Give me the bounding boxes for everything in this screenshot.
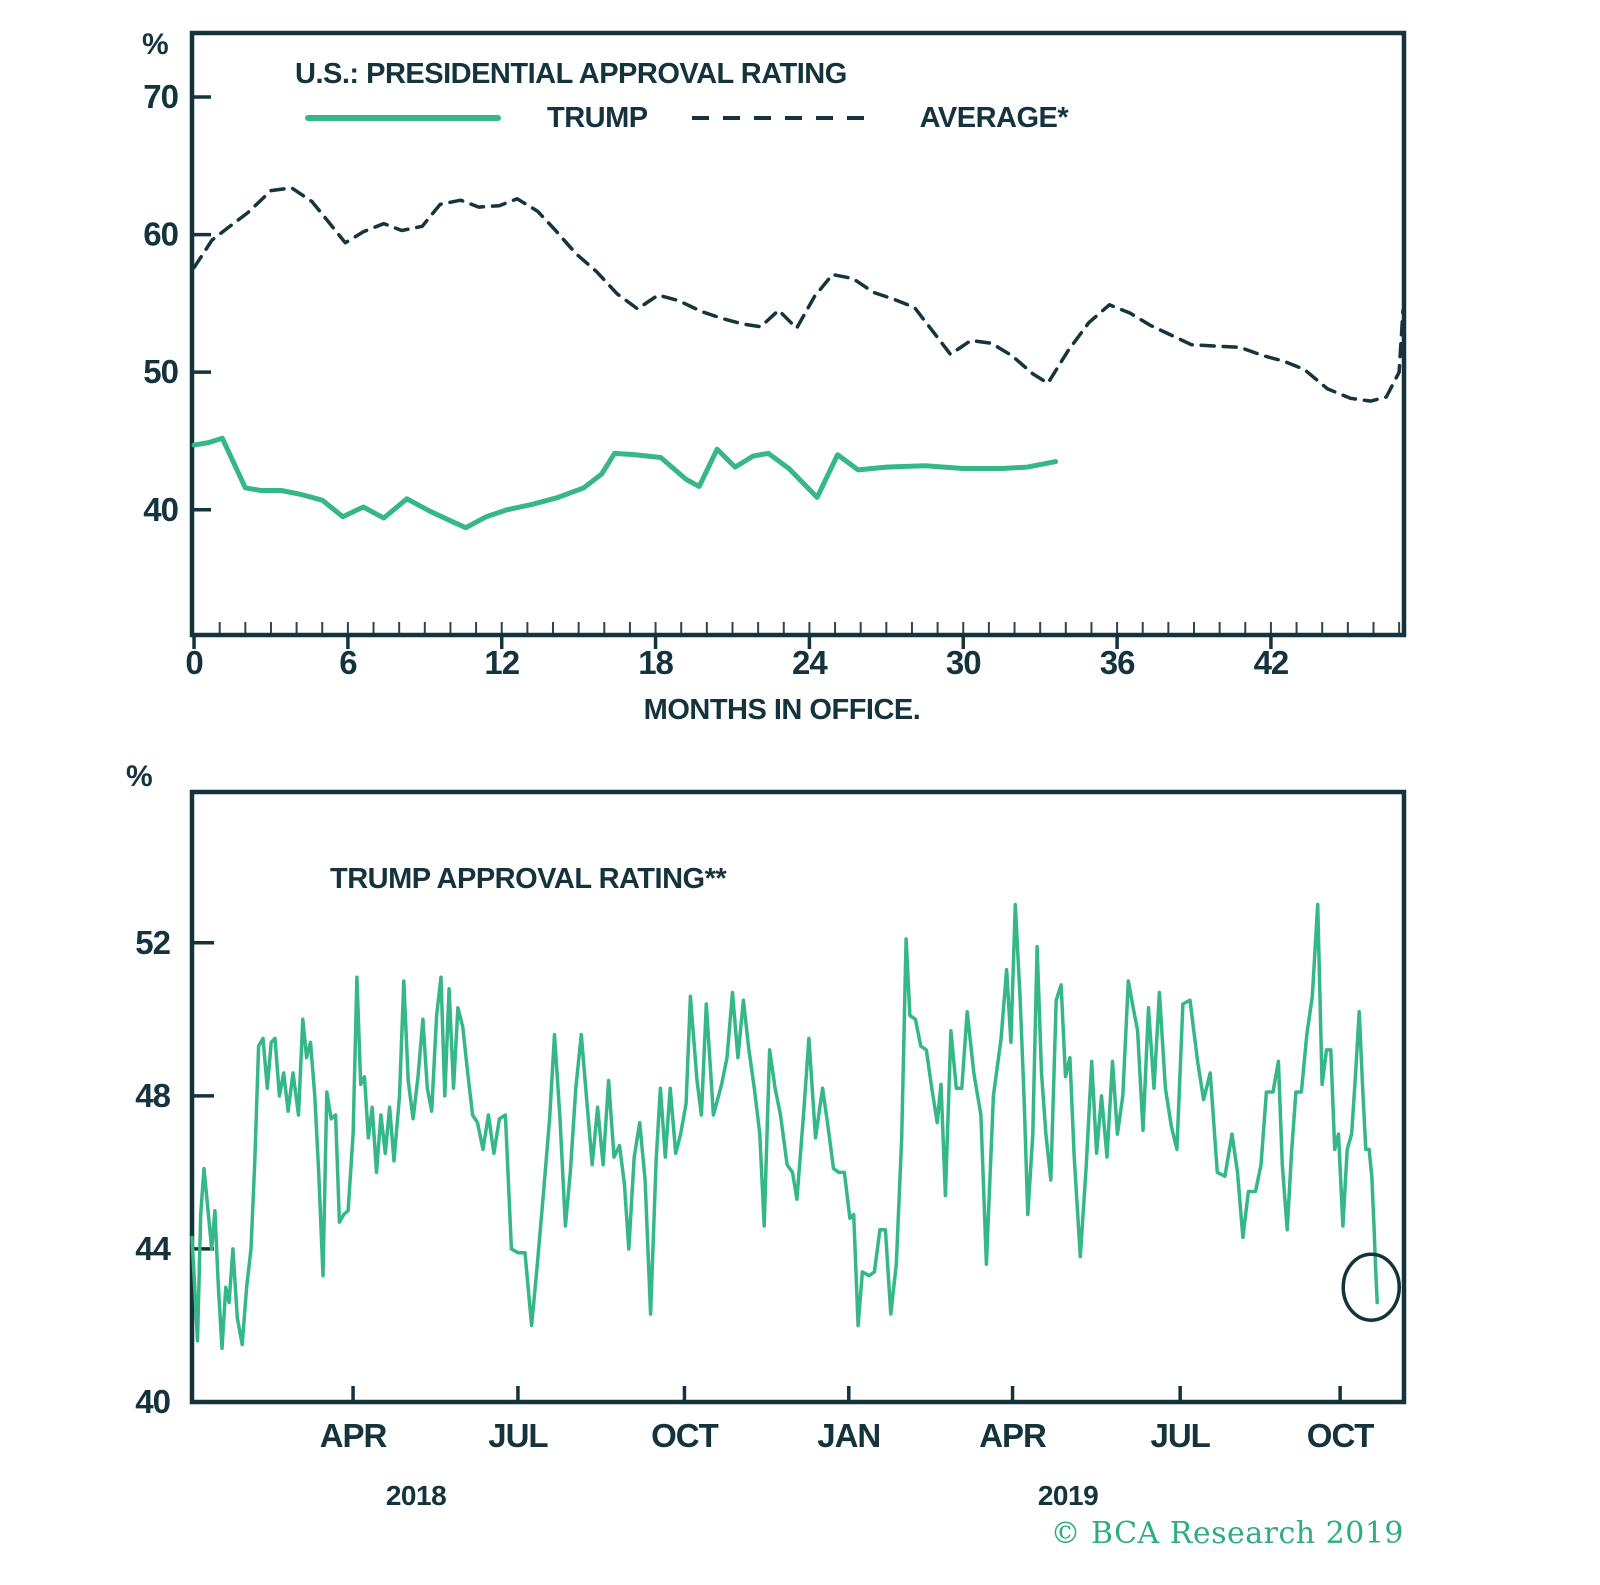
top-chart-xtick-label: 12	[484, 644, 520, 681]
bottom-chart-xtick-label: APR	[319, 1417, 387, 1454]
bottom-chart-ytick-label: 44	[135, 1229, 170, 1267]
bottom-chart-xtick-label: OCT	[651, 1417, 718, 1454]
top-chart-ytick-label: 50	[143, 353, 178, 391]
legend-label-trump: TRUMP	[547, 101, 648, 134]
top-chart-series-trump	[194, 438, 1056, 528]
bottom-chart-xtick-label: JUL	[488, 1417, 548, 1454]
bottom-chart-xtick-label: JAN	[817, 1417, 881, 1454]
bottom-chart-xtick-label: JUL	[1150, 1417, 1210, 1454]
bottom-chart-series-trump-approval-rating	[192, 905, 1377, 1349]
bottom-chart-ytick-label: 40	[135, 1383, 170, 1420]
top-chart-xtick-label: 30	[945, 644, 981, 681]
bottom-chart-xtick-label: OCT	[1306, 1417, 1374, 1454]
top-chart-ytick-label: 60	[143, 215, 178, 253]
top-chart-x-axis-label: MONTHS IN OFFICE.	[643, 694, 921, 726]
bottom-chart-y-unit: %	[126, 760, 153, 793]
top-chart-title: U.S.: PRESIDENTIAL APPROVAL RATING	[295, 58, 847, 90]
top-chart-y-unit: %	[142, 28, 169, 61]
top-chart-series-average	[194, 188, 1403, 401]
top-chart-ytick-label: 40	[143, 490, 178, 528]
bottom-chart-frame	[192, 792, 1404, 1402]
top-chart-frame	[192, 33, 1404, 635]
top-chart-xtick-label: 42	[1253, 644, 1289, 681]
year-label-2018: 2018	[385, 1480, 447, 1511]
bottom-chart-ytick-label: 52	[135, 923, 170, 961]
bottom-chart-xtick-label: APR	[979, 1417, 1046, 1454]
top-chart-xtick-label: 24	[792, 644, 827, 681]
top-chart-xtick-label: 36	[1099, 644, 1135, 681]
top-chart-xtick-label: 6	[339, 644, 357, 681]
legend-label-average: AVERAGE*	[919, 101, 1069, 134]
top-chart-xtick-label: 0	[185, 644, 203, 681]
bottom-chart-title: TRUMP APPROVAL RATING**	[330, 863, 727, 895]
year-label-2019: 2019	[1037, 1480, 1099, 1511]
bottom-chart-ytick-label: 48	[135, 1076, 170, 1114]
source-credit: © BCA Research 2019	[1050, 1516, 1404, 1551]
bottom-chart-annotation-circle	[1343, 1254, 1399, 1320]
top-chart-xtick-label: 18	[638, 644, 673, 681]
top-chart-ytick-label: 70	[143, 77, 178, 115]
